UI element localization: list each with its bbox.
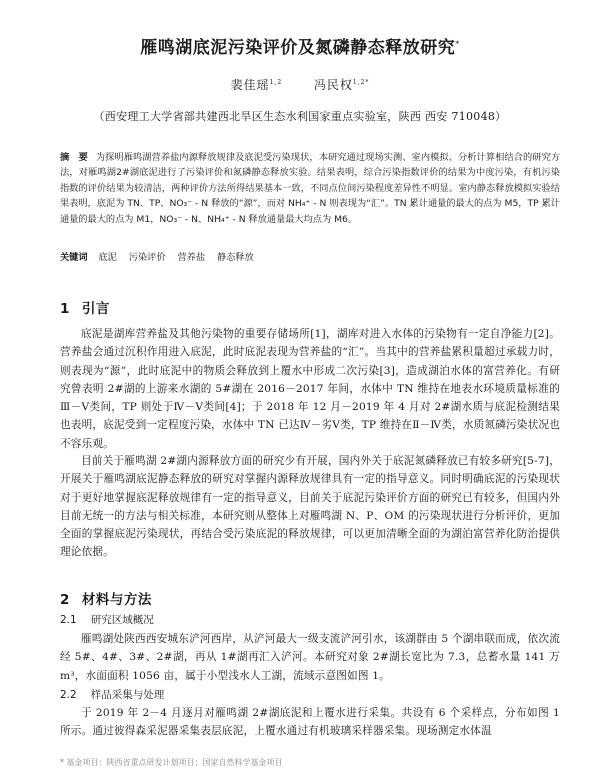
abstract — [60, 150, 560, 227]
keyword: 静态释放 — [216, 252, 254, 263]
keywords — [60, 249, 560, 263]
keyword: 污染评价 — [128, 252, 166, 263]
title-text: 雁鸣湖底泥污染评价及氮磷静态释放研究 — [140, 38, 456, 58]
keywords-label: 关键词 — [60, 252, 88, 263]
abstract-label: 摘 要 — [60, 152, 88, 163]
paragraph: 目前关于雁鸣湖 2#湖内源释放方面的研究少有开展，国内外关于底泥氮磷释放已有较多研究[5-7]，开展关于雁鸣湖底泥静态释放的研究对掌握内源释放规律具有一定的指导意义。同时明确底泥的污染现状对于更好地掌握底泥释放规律有一定的指导意义，目前关于底泥污染评价方面的研究已有较多，但国内外目前无统一的方法与相关标准，本研究则从整体上对雁鸣湖 N、P、OM 的污染现状进行分析评价，更加全面的掌握底泥污染现状，再结合受污染底泥的释放规律，可以更加清晰全面的为湖泊富营养化防治提供理论依据。 — [60, 455, 560, 559]
subsection-heading-2-1: 2.1 研究区域概况 — [60, 614, 154, 626]
paragraph: 雁鸣湖处陕西西安城东浐河西岸，从浐河最大一级支流浐河引水，该湖群由 5 个湖串联而成，依次流经 5#、4#、3#、2#湖，再从 1#湖再汇入浐河。本研究对象 2#湖长宽比为 7.3，总蓄水量 141 万 m³，水面面积 1056 亩，属于小型浅水人工湖，流域示意图如图 1。 — [60, 633, 560, 682]
title-footnote-mark: * — [455, 39, 460, 49]
footnote-cut: * 基金项目：陕西省重点研发计划项目；国家自然科学基金项目 — [60, 758, 283, 767]
paragraph: 底泥是湖库营养盐及其他污染物的重要存储场所[1]，湖库对进入水体的污染物有一定自净能力[2]。营养盐会通过沉积作用进入底泥，此时底泥表现为营养盐的“汇”。当其中的营养盐累积量超过承载力时，则表现为“源”，此时底泥中的物质会释放到上覆水中形成二次污染[3]，造成湖泊水体的富营养化。有研究曾表明 2#湖的上游来水湖的 5#湖在 2016－2017 年间，水体中 TN 维持在地表水环境质量标准的Ⅲ－Ⅴ类间，TP 则处于Ⅳ－Ⅴ类间[4]；于 2018 年 12 月－2019 年 4 月对 2#湖水质与底泥检测结果也表明，底泥受到一定程度污染，水体中 TN 已达Ⅳ－劣Ⅴ类，TP 维持在Ⅱ－Ⅳ类，水质氮磷污染状况也不容乐观。 — [60, 328, 560, 450]
section-heading-2: 2 材料与方法 — [60, 592, 152, 608]
author-1: 裴佳瑶$^{1,2}$ — [230, 78, 283, 92]
keyword: 营养盐 — [177, 252, 206, 263]
keyword: 底泥 — [98, 252, 117, 263]
affiliation: （西安理工大学省部共建西北旱区生态水利国家重点实验室，陕西 西安 710048） — [93, 110, 507, 123]
subsection-heading-2-2: 2.2 样品采集与处理 — [60, 689, 165, 701]
paragraph: 于 2019 年 2－4 月逐月对雁鸣湖 2#湖底泥和上覆水进行采集。共设有 6 个采样点，分布如图 1 所示。通过彼得森采泥器采集表层底泥，上覆水通过有机玻璃采样器采集。现场测定水体温 — [60, 707, 560, 738]
paper-title — [0, 33, 600, 58]
author-line — [0, 76, 600, 93]
section-heading-1: 1 引言 — [60, 301, 110, 317]
abstract-text: 为探明雁鸣湖营养盐内源释放规律及底泥受污染现状，本研究通过现场实测、室内模拟、分析计算相结合的研究方法，对雁鸣湖2#湖底泥进行了污染评价和氮磷静态释放实验。结果表明，综合污染指数评价的结果为中度污染，有机污染指数的评价结果为较清洁，两种评价方法所得结果基本一致，不同点位间污染程度差异性不明显。室内静态释放模拟实验结果表明，底泥为 TN、TP、NO₃⁻ - N 释放的“源”，而对 NH₄⁺ - N 则表现为“汇”。TN 累计通量的最大的点为 M5，TP 累计通量的最大的点为 M1，NO₃⁻ - N、NH₄⁺ - N 释放通量最大均点为 M6。 — [60, 152, 561, 225]
author-2: 冯民权$^{1,2*}$ — [313, 78, 370, 92]
